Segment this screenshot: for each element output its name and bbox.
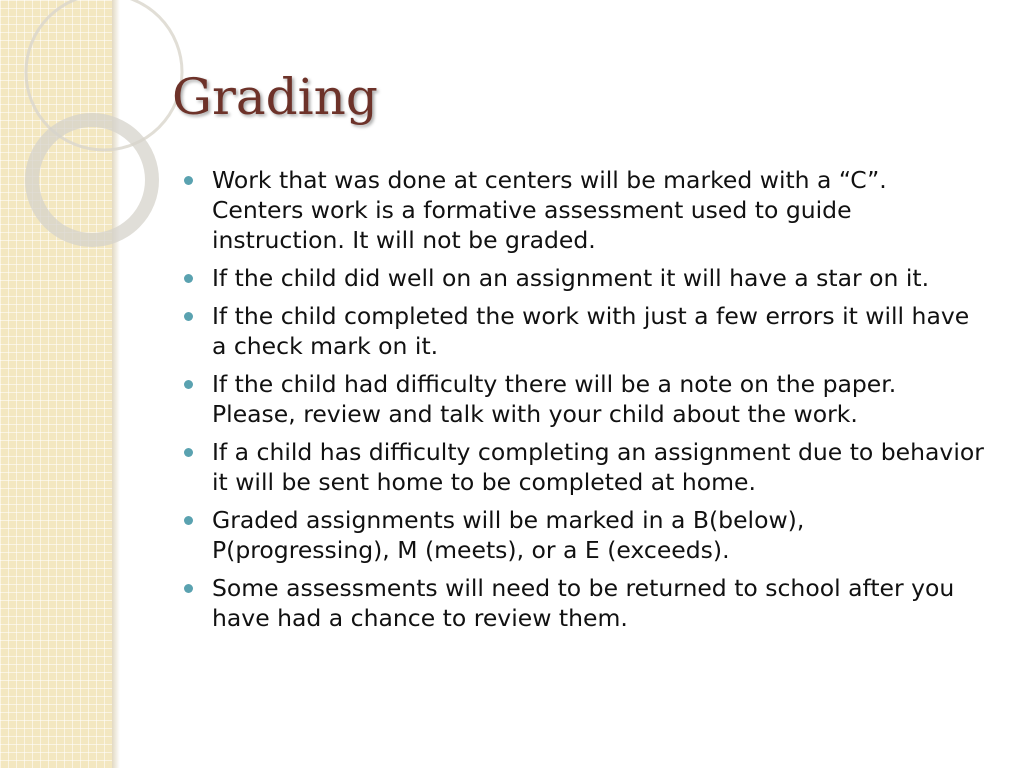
bullet-list [184, 165, 984, 641]
bullet-text: Work that was done at centers will be marked with a “C”. Centers work is a formative assessment used to guide instruction. It will not be graded. [212, 166, 887, 254]
round-bullet-icon [184, 448, 193, 457]
bullet-item [184, 505, 984, 565]
bullet-item [184, 301, 984, 361]
round-bullet-icon [184, 516, 193, 525]
bullet-text: If the child had difficulty there will be a note on the paper. Please, review and talk with your child about the work. [212, 370, 897, 428]
round-bullet-icon [184, 274, 193, 283]
bullet-item [184, 573, 984, 633]
round-bullet-icon [184, 380, 193, 389]
bullet-text: If a child has difficulty completing an assignment due to behavior it will be sent home to be completed at home. [212, 438, 984, 496]
slide-title: Grading [172, 68, 378, 126]
bullet-item [184, 165, 984, 255]
round-bullet-icon [184, 312, 193, 321]
bullet-item [184, 437, 984, 497]
bullet-text: Graded assignments will be marked in a B(below), P(progressing), M (meets), or a E (exceeds). [212, 506, 805, 564]
bullet-text: If the child completed the work with just a few errors it will have a check mark on it. [212, 302, 970, 360]
bullet-item [184, 369, 984, 429]
decorative-rings [0, 0, 200, 280]
bullet-text: If the child did well on an assignment it will have a star on it. [212, 264, 930, 292]
round-bullet-icon [184, 176, 193, 185]
bullet-item [184, 263, 984, 293]
bullet-text: Some assessments will need to be returned to school after you have had a chance to review them. [212, 574, 955, 632]
round-bullet-icon [184, 584, 193, 593]
decorative-ring-thick [32, 120, 152, 240]
